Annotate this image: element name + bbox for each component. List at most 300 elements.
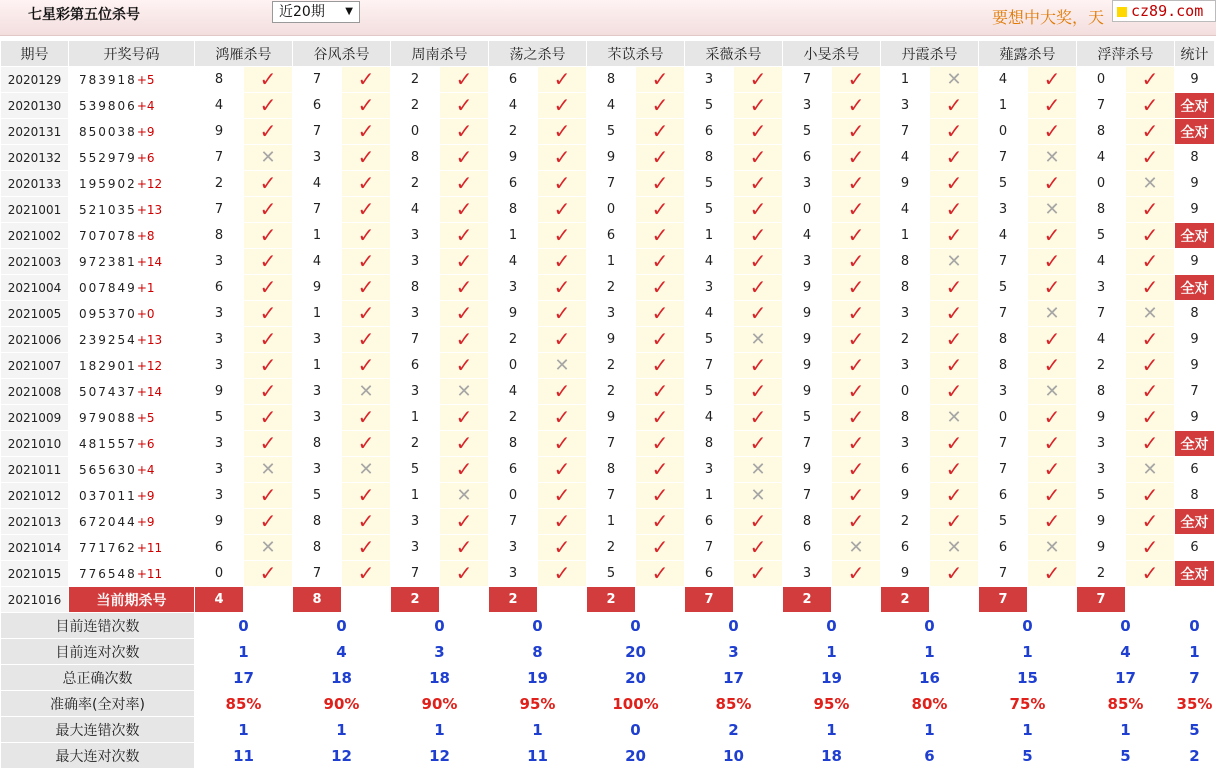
kill-number: 6 — [293, 93, 342, 119]
check-icon: ✓ — [651, 431, 669, 455]
result-cell — [734, 353, 783, 379]
result-cell — [734, 275, 783, 301]
table-row — [1, 249, 1215, 275]
result-cell — [734, 379, 783, 405]
winning-sum: +14 — [136, 384, 163, 399]
cross-icon: ✕ — [358, 458, 374, 480]
check-icon: ✓ — [651, 535, 669, 559]
stat-label: 准确率(全对率) — [1, 691, 195, 717]
stat-value: 90% — [391, 691, 489, 717]
result-cell — [440, 93, 489, 119]
result-cell — [636, 145, 685, 171]
table-row — [1, 457, 1215, 483]
check-icon: ✓ — [259, 327, 277, 351]
result-cell — [636, 67, 685, 93]
result-cell — [538, 509, 587, 535]
kill-number: 8 — [685, 431, 734, 457]
check-icon: ✓ — [1141, 431, 1159, 455]
check-icon: ✓ — [945, 431, 963, 455]
check-icon: ✓ — [455, 431, 473, 455]
kill-number: 6 — [195, 535, 244, 561]
column-header-expert[interactable]: 浮萍杀号 — [1077, 41, 1175, 67]
winning-sum: +4 — [136, 462, 155, 477]
stat-value: 1 — [979, 717, 1077, 743]
stat-value: 0 — [685, 613, 783, 639]
check-icon: ✓ — [259, 249, 277, 273]
result-cell — [1028, 275, 1077, 301]
kill-number: 0 — [391, 119, 440, 145]
check-icon: ✓ — [847, 93, 865, 117]
table-row — [1, 67, 1215, 93]
stat-value: 1 — [783, 717, 881, 743]
issue-number: 2021005 — [1, 301, 69, 327]
result-cell — [636, 509, 685, 535]
check-icon: ✓ — [1141, 509, 1159, 533]
cross-icon: ✕ — [1044, 380, 1060, 402]
result-cell — [244, 171, 293, 197]
empty-cell — [440, 587, 489, 613]
winning-numbers — [69, 223, 195, 249]
stat-value: 3 — [391, 639, 489, 665]
winning-digits: 776548 — [79, 566, 137, 581]
result-cell — [1028, 301, 1077, 327]
kill-number: 3 — [685, 275, 734, 301]
winning-numbers — [69, 405, 195, 431]
result-cell — [832, 483, 881, 509]
result-cell — [538, 171, 587, 197]
site-badge-text: cz89.com — [1131, 2, 1204, 20]
result-cell — [832, 67, 881, 93]
check-icon: ✓ — [749, 535, 767, 559]
issue-number: 2020132 — [1, 145, 69, 171]
kill-number: 7 — [979, 431, 1028, 457]
winning-digits: 095370 — [79, 306, 137, 321]
result-cell — [440, 223, 489, 249]
kill-number: 1 — [881, 67, 930, 93]
kill-number: 6 — [685, 509, 734, 535]
kill-number: 8 — [979, 353, 1028, 379]
check-icon: ✓ — [1141, 275, 1159, 299]
result-cell — [1028, 327, 1077, 353]
check-icon: ✓ — [945, 327, 963, 351]
kill-number: 7 — [293, 561, 342, 587]
result-cell — [734, 171, 783, 197]
column-header-issue: 期号 — [1, 41, 69, 67]
result-cell — [1126, 535, 1175, 561]
table-row — [1, 145, 1215, 171]
column-header-winning: 开奖号码 — [69, 41, 195, 67]
kill-number: 0 — [881, 379, 930, 405]
check-icon: ✓ — [553, 379, 571, 403]
header-row — [1, 41, 1215, 67]
cross-icon: ✕ — [750, 484, 766, 506]
kill-number: 4 — [489, 93, 538, 119]
result-cell — [1028, 561, 1077, 587]
result-cell — [1126, 67, 1175, 93]
kill-number: 4 — [1077, 327, 1126, 353]
winning-sum: +11 — [136, 566, 163, 581]
column-header-expert[interactable]: 采薇杀号 — [685, 41, 783, 67]
result-cell — [244, 93, 293, 119]
result-cell — [832, 197, 881, 223]
check-icon: ✓ — [455, 145, 473, 169]
result-cell — [1126, 275, 1175, 301]
kill-number: 2 — [881, 509, 930, 535]
winning-digits: 565630 — [79, 462, 137, 477]
kill-number: 1 — [391, 483, 440, 509]
column-header-expert[interactable]: 薤露杀号 — [979, 41, 1077, 67]
check-icon: ✓ — [1043, 171, 1061, 195]
check-icon: ✓ — [847, 119, 865, 143]
kill-number: 3 — [391, 379, 440, 405]
promo-text[interactable]: 要想中大奖，天 — [992, 8, 1105, 27]
kill-number: 7 — [489, 509, 538, 535]
check-icon: ✓ — [651, 301, 669, 325]
table-row — [1, 327, 1215, 353]
check-icon: ✓ — [1141, 483, 1159, 507]
result-cell — [1126, 431, 1175, 457]
kill-number: 3 — [489, 561, 538, 587]
result-cell — [636, 353, 685, 379]
stat-value: 4 — [1077, 639, 1175, 665]
check-icon: ✓ — [357, 249, 375, 273]
current-kill-number: 2 — [391, 587, 440, 613]
winning-digits: 037011 — [79, 488, 137, 503]
kill-number: 5 — [1077, 223, 1126, 249]
kill-number: 7 — [881, 119, 930, 145]
winning-numbers — [69, 535, 195, 561]
issue-number: 2021011 — [1, 457, 69, 483]
result-cell — [734, 301, 783, 327]
check-icon: ✓ — [1141, 353, 1159, 377]
stat-value: 0 — [391, 613, 489, 639]
winning-numbers — [69, 509, 195, 535]
winning-digits: 182901 — [79, 358, 137, 373]
kill-number: 7 — [293, 197, 342, 223]
kill-number: 8 — [587, 67, 636, 93]
result-cell — [342, 509, 391, 535]
check-icon: ✓ — [553, 431, 571, 455]
table-row — [1, 535, 1215, 561]
kill-number: 2 — [489, 327, 538, 353]
result-cell — [244, 249, 293, 275]
check-icon: ✓ — [651, 171, 669, 195]
row-total: 8 — [1175, 145, 1215, 171]
stat-value: 75% — [979, 691, 1077, 717]
check-icon: ✓ — [1043, 67, 1061, 91]
row-total: 9 — [1175, 67, 1215, 93]
result-cell — [1028, 457, 1077, 483]
kill-number: 1 — [881, 223, 930, 249]
kill-number: 1 — [293, 223, 342, 249]
cross-icon: ✕ — [260, 146, 276, 168]
kill-number: 9 — [783, 353, 832, 379]
check-icon: ✓ — [553, 405, 571, 429]
kill-number: 0 — [979, 119, 1028, 145]
kill-number: 6 — [489, 457, 538, 483]
issue-number: 2021004 — [1, 275, 69, 301]
column-header-expert[interactable]: 丹霞杀号 — [881, 41, 979, 67]
kill-number: 5 — [391, 457, 440, 483]
winning-sum: +12 — [136, 176, 163, 191]
check-icon: ✓ — [357, 509, 375, 533]
check-icon: ✓ — [1043, 275, 1061, 299]
kill-number: 4 — [391, 197, 440, 223]
stat-value: 16 — [881, 665, 979, 691]
check-icon: ✓ — [259, 171, 277, 195]
row-total: 9 — [1175, 405, 1215, 431]
stat-value: 0 — [489, 613, 587, 639]
kill-number: 6 — [979, 535, 1028, 561]
kill-number: 9 — [1077, 535, 1126, 561]
empty-cell — [930, 587, 979, 613]
stat-value: 18 — [391, 665, 489, 691]
top-bar — [0, 0, 1216, 36]
result-cell — [636, 405, 685, 431]
winning-digits: 552979 — [79, 150, 137, 165]
result-cell — [538, 353, 587, 379]
result-cell — [1028, 379, 1077, 405]
winning-numbers — [69, 93, 195, 119]
result-cell — [1126, 379, 1175, 405]
kill-number: 5 — [783, 119, 832, 145]
kill-number: 3 — [881, 353, 930, 379]
empty-cell — [342, 587, 391, 613]
winning-digits: 979088 — [79, 410, 137, 425]
kill-number: 3 — [293, 145, 342, 171]
result-cell — [636, 561, 685, 587]
kill-number: 4 — [783, 223, 832, 249]
result-cell — [832, 171, 881, 197]
result-cell — [538, 379, 587, 405]
kill-number: 7 — [1077, 93, 1126, 119]
winning-numbers — [69, 431, 195, 457]
winning-numbers — [69, 67, 195, 93]
issue-number: 2021008 — [1, 379, 69, 405]
result-cell — [538, 483, 587, 509]
row-total: 全对 — [1175, 275, 1215, 301]
result-cell — [1028, 249, 1077, 275]
check-icon: ✓ — [357, 405, 375, 429]
result-cell — [440, 379, 489, 405]
kill-number: 7 — [783, 483, 832, 509]
current-kill-number: 2 — [489, 587, 538, 613]
table-row — [1, 275, 1215, 301]
winning-sum: +8 — [136, 228, 155, 243]
period-select[interactable] — [272, 1, 360, 23]
check-icon: ✓ — [945, 353, 963, 377]
result-cell — [1028, 509, 1077, 535]
cross-icon: ✕ — [358, 380, 374, 402]
check-icon: ✓ — [1043, 457, 1061, 481]
kill-number: 7 — [293, 119, 342, 145]
result-cell — [244, 67, 293, 93]
result-cell — [832, 561, 881, 587]
check-icon: ✓ — [357, 67, 375, 91]
column-header-expert[interactable]: 周南杀号 — [391, 41, 489, 67]
stat-value: 0 — [195, 613, 293, 639]
result-cell — [440, 431, 489, 457]
row-total: 全对 — [1175, 431, 1215, 457]
kill-number: 7 — [783, 67, 832, 93]
kill-number: 6 — [881, 535, 930, 561]
check-icon: ✓ — [455, 405, 473, 429]
empty-cell — [538, 587, 587, 613]
table-row — [1, 93, 1215, 119]
result-cell — [636, 457, 685, 483]
kill-number: 4 — [293, 171, 342, 197]
result-cell — [1028, 145, 1077, 171]
kill-number: 0 — [979, 405, 1028, 431]
column-header-expert[interactable]: 鸿雁杀号 — [195, 41, 293, 67]
column-header-expert[interactable]: 芣苡杀号 — [587, 41, 685, 67]
kill-number: 7 — [391, 327, 440, 353]
stat-value: 4 — [293, 639, 391, 665]
stat-value: 15 — [979, 665, 1077, 691]
result-cell — [1126, 457, 1175, 483]
result-cell — [930, 327, 979, 353]
result-cell — [636, 431, 685, 457]
issue-number: 2021013 — [1, 509, 69, 535]
result-cell — [244, 275, 293, 301]
kill-number: 3 — [391, 535, 440, 561]
check-icon: ✓ — [553, 249, 571, 273]
kill-number: 2 — [195, 171, 244, 197]
kill-number: 0 — [489, 483, 538, 509]
kill-number: 6 — [685, 561, 734, 587]
issue-number: 2021012 — [1, 483, 69, 509]
stat-value: 20 — [587, 743, 685, 769]
column-header-expert[interactable]: 荡之杀号 — [489, 41, 587, 67]
result-cell — [930, 275, 979, 301]
result-cell — [734, 561, 783, 587]
check-icon: ✓ — [847, 171, 865, 195]
cross-icon: ✕ — [260, 458, 276, 480]
kill-number: 3 — [489, 535, 538, 561]
kill-number: 7 — [587, 483, 636, 509]
site-badge[interactable] — [1112, 0, 1216, 22]
kill-number: 8 — [391, 145, 440, 171]
check-icon: ✓ — [455, 67, 473, 91]
empty-cell — [1175, 587, 1215, 613]
check-icon: ✓ — [455, 119, 473, 143]
row-total: 8 — [1175, 483, 1215, 509]
stat-value: 3 — [685, 639, 783, 665]
winning-sum: +9 — [136, 514, 155, 529]
result-cell — [832, 249, 881, 275]
check-icon: ✓ — [357, 223, 375, 247]
kill-number: 2 — [881, 327, 930, 353]
result-cell — [734, 457, 783, 483]
kill-number: 9 — [783, 327, 832, 353]
result-cell — [1126, 171, 1175, 197]
result-cell — [538, 145, 587, 171]
current-kill-number: 2 — [783, 587, 832, 613]
stat-value: 1 — [881, 717, 979, 743]
check-icon: ✓ — [847, 327, 865, 351]
check-icon: ✓ — [749, 275, 767, 299]
kill-number: 4 — [1077, 145, 1126, 171]
kill-number: 2 — [391, 431, 440, 457]
stat-value: 0 — [881, 613, 979, 639]
stat-value: 5 — [1175, 717, 1215, 743]
result-cell — [832, 145, 881, 171]
stat-value: 90% — [293, 691, 391, 717]
check-icon: ✓ — [553, 119, 571, 143]
stat-value: 1 — [489, 717, 587, 743]
check-icon: ✓ — [847, 379, 865, 403]
stat-value: 8 — [489, 639, 587, 665]
stat-value: 95% — [783, 691, 881, 717]
kill-number: 7 — [391, 561, 440, 587]
check-icon: ✓ — [749, 509, 767, 533]
kill-number: 3 — [881, 431, 930, 457]
result-cell — [538, 327, 587, 353]
result-cell — [1126, 197, 1175, 223]
winning-numbers — [69, 327, 195, 353]
stat-value: 80% — [881, 691, 979, 717]
check-icon: ✓ — [259, 509, 277, 533]
kill-number: 4 — [489, 379, 538, 405]
result-cell — [440, 535, 489, 561]
result-cell — [832, 509, 881, 535]
result-cell — [1126, 301, 1175, 327]
result-cell — [244, 119, 293, 145]
column-header-expert[interactable]: 谷风杀号 — [293, 41, 391, 67]
kill-number: 2 — [1077, 561, 1126, 587]
check-icon: ✓ — [553, 275, 571, 299]
result-cell — [1126, 119, 1175, 145]
result-cell — [636, 223, 685, 249]
result-cell — [538, 457, 587, 483]
stat-value: 20 — [587, 639, 685, 665]
result-cell — [832, 301, 881, 327]
check-icon: ✓ — [553, 67, 571, 91]
check-icon: ✓ — [357, 197, 375, 221]
cross-icon: ✕ — [1044, 302, 1060, 324]
result-cell — [832, 119, 881, 145]
kill-number: 5 — [587, 561, 636, 587]
empty-cell — [734, 587, 783, 613]
kill-number: 1 — [293, 301, 342, 327]
column-header-total: 统计 — [1175, 41, 1215, 67]
check-icon: ✓ — [357, 275, 375, 299]
stat-value: 0 — [1175, 613, 1215, 639]
column-header-expert[interactable]: 小旻杀号 — [783, 41, 881, 67]
check-icon: ✓ — [1141, 223, 1159, 247]
kill-number: 7 — [195, 145, 244, 171]
result-cell — [930, 197, 979, 223]
result-cell — [1028, 535, 1077, 561]
result-cell — [244, 509, 293, 535]
check-icon: ✓ — [1043, 249, 1061, 273]
kill-number: 6 — [489, 67, 538, 93]
result-cell — [1126, 483, 1175, 509]
table-row — [1, 509, 1215, 535]
kill-number: 3 — [391, 249, 440, 275]
result-cell — [244, 301, 293, 327]
kill-number: 7 — [979, 457, 1028, 483]
kill-number: 3 — [1077, 457, 1126, 483]
kill-number: 3 — [195, 483, 244, 509]
result-cell — [1126, 353, 1175, 379]
kill-number: 8 — [293, 509, 342, 535]
result-cell — [930, 223, 979, 249]
check-icon: ✓ — [847, 197, 865, 221]
check-icon: ✓ — [749, 379, 767, 403]
stat-value: 18 — [293, 665, 391, 691]
check-icon: ✓ — [357, 431, 375, 455]
